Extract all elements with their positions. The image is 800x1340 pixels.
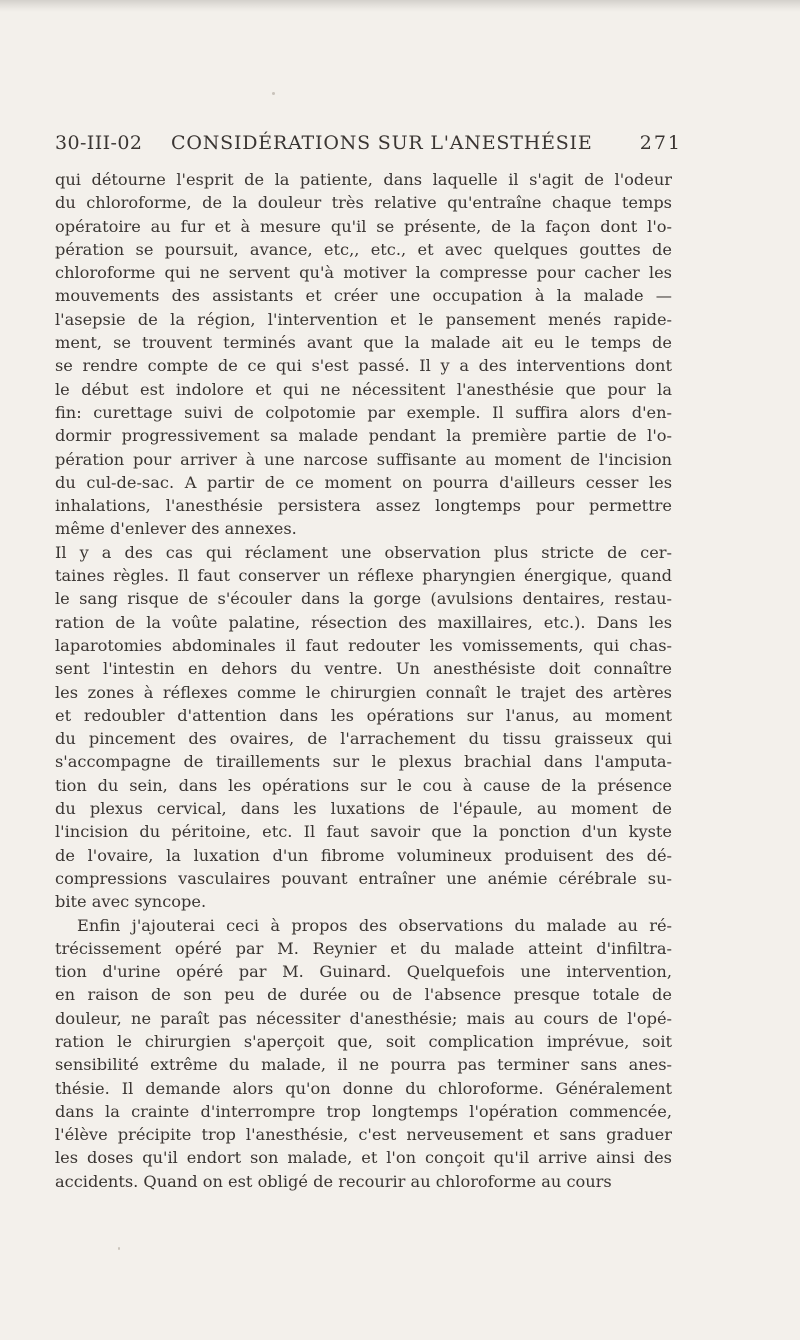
text-line: l'incision du péritoine, etc. Il faut savoir que la ponction d'un kyste: [55, 822, 672, 842]
text-line: sensibilité extrême du malade, il ne pourra pas terminer sans anes-: [55, 1055, 672, 1075]
paragraph: [55, 914, 672, 1194]
text-line: le sang risque de s'écouler dans la gorge (avulsions dentaires, restau-: [55, 589, 672, 609]
text-line: qui détourne l'esprit de la patiente, dans laquelle il s'agit de l'odeur: [55, 170, 672, 189]
text-line: même d'enlever des annexes.: [55, 519, 297, 539]
text-line: douleur, ne paraît pas nécessiter d'anesthésie; mais au cours de l'opé-: [55, 1008, 672, 1028]
page-number: 271: [639, 132, 682, 154]
text-line: de l'ovaire, la luxation d'un fibrome volumineux produisent des dé-: [55, 845, 672, 865]
running-header: [55, 130, 682, 160]
text-line: l'asepsie de la région, l'intervention et le pansement menés rapide-: [55, 309, 672, 329]
text-line: taines règles. Il faut conserver un réflexe pharyngien énergique, quand: [55, 566, 672, 586]
text-line: ration le chirurgien s'aperçoit que, soit complication imprévue, soit: [55, 1031, 672, 1051]
text-line: du plexus cervical, dans les luxations de l'épaule, au moment de: [55, 799, 672, 819]
paper-speck: [272, 92, 275, 95]
paragraph: [55, 541, 672, 914]
text-line: du chloroforme, de la douleur très relative qu'entraîne chaque temps: [55, 193, 672, 213]
text-line: du pincement des ovaires, de l'arrachement du tissu graisseux qui: [55, 729, 672, 749]
paragraph: [55, 168, 672, 541]
text-line: tion du sein, dans les opérations sur le cou à cause de la présence: [55, 775, 672, 795]
text-line: pération pour arriver à une narcose suffisante au moment de l'incision: [55, 449, 672, 469]
header-title: CONSIDÉRATIONS SUR L'ANESTHÉSIE: [171, 132, 593, 154]
text-line: mouvements des assistants et créer une occupation à la malade —: [55, 286, 672, 306]
text-line: opératoire au fur et à mesure qu'il se présente, de la façon dont l'o-: [55, 216, 672, 236]
text-line: thésie. Il demande alors qu'on donne du chloroforme. Généralement: [55, 1078, 672, 1098]
text-line: les zones à réflexes comme le chirurgien connaît le trajet des artères: [55, 682, 672, 702]
paper-speck: [118, 1247, 120, 1250]
scan-edge: [0, 0, 800, 12]
text-line: accidents. Quand on est obligé de recourir au chloroforme au cours: [55, 1171, 612, 1191]
text-line: l'élève précipite trop l'anesthésie, c'est nerveusement et sans graduer: [55, 1125, 672, 1145]
text-line: sent l'intestin en dehors du ventre. Un anesthésiste doit connaître: [55, 659, 672, 679]
text-line: et redoubler d'attention dans les opérations sur l'anus, au moment: [55, 705, 672, 725]
header-date: 30-III-02: [55, 132, 143, 154]
text-line: bite avec syncope.: [55, 892, 207, 912]
text-line: ment, se trouvent terminés avant que la malade ait eu le temps de: [55, 333, 672, 353]
text-line: Enfin j'ajouterai ceci à propos des observations du malade au ré-: [77, 915, 672, 935]
text-line: inhalations, l'anesthésie persistera assez longtemps pour permettre: [55, 496, 672, 516]
text-line: dormir progressivement sa malade pendant la première partie de l'o-: [55, 426, 672, 446]
text-line: Il y a des cas qui réclament une observation plus stricte de cer-: [55, 542, 672, 562]
text-line: se rendre compte de ce qui s'est passé. Il y a des interventions dont: [55, 356, 672, 376]
text-line: ration de la voûte palatine, résection des maxillaires, etc.). Dans les: [55, 612, 672, 632]
text-line: s'accompagne de tiraillements sur le plexus brachial dans l'amputa-: [55, 752, 672, 772]
text-line: dans la crainte d'interrompre trop longtemps l'opération commencée,: [55, 1101, 672, 1121]
text-line: trécissement opéré par M. Reynier et du malade atteint d'infiltra-: [55, 938, 672, 958]
body-text: [55, 168, 672, 1193]
text-line: chloroforme qui ne servent qu'à motiver la compresse pour cacher les: [55, 263, 672, 283]
text-line: laparotomies abdominales il faut redouter les vomissements, qui chas-: [55, 635, 672, 655]
text-line: le début est indolore et qui ne nécessitent l'anesthésie que pour la: [55, 379, 672, 399]
text-line: les doses qu'il endort son malade, et l'on conçoit qu'il arrive ainsi des: [55, 1148, 672, 1168]
text-line: en raison de son peu de durée ou de l'absence presque totale de: [55, 985, 672, 1005]
text-line: fin: curettage suivi de colpotomie par exemple. Il suffira alors d'en-: [55, 402, 672, 422]
text-line: du cul-de-sac. A partir de ce moment on pourra d'ailleurs cesser les: [55, 472, 672, 492]
text-line: compressions vasculaires pouvant entraîner une anémie cérébrale su-: [55, 868, 672, 888]
text-line: pération se poursuit, avance, etc,, etc., et avec quelques gouttes de: [55, 239, 672, 259]
text-line: tion d'urine opéré par M. Guinard. Quelquefois une intervention,: [55, 962, 672, 982]
